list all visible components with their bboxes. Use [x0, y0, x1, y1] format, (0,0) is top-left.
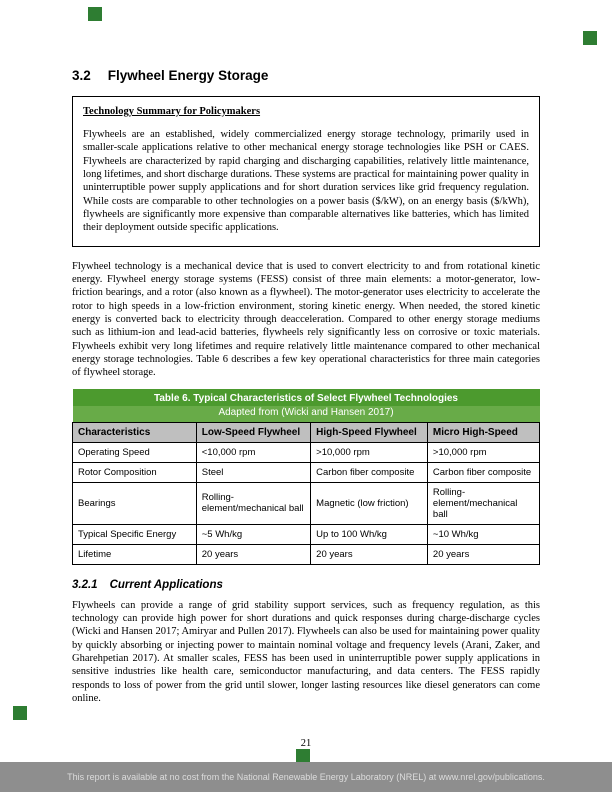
table-title: Table 6. Typical Characteristics of Select Flywheel Technologies [73, 389, 540, 406]
footer-text: This report is available at no cost from the National Renewable Energy Laboratory (NREL) at www.nrel.gov/publications. [67, 772, 545, 782]
table-cell: Up to 100 Wh/kg [311, 524, 428, 544]
table-cell: 20 years [311, 544, 428, 564]
column-header-low-speed: Low-Speed Flywheel [196, 422, 310, 442]
table-cell: Bearings [73, 482, 197, 524]
table-cell: Steel [196, 462, 310, 482]
table-cell: Carbon fiber composite [427, 462, 539, 482]
footer-bar [0, 762, 612, 792]
subsection-number: 3.2.1 [72, 578, 98, 591]
subsection-title: Current Applications [109, 578, 223, 591]
policy-summary-box [72, 96, 540, 247]
subsection-heading [72, 579, 540, 591]
summary-box-title: Technology Summary for Policymakers [83, 106, 261, 117]
table-cell: Rolling-element/mechanical ball [196, 482, 310, 524]
section-heading [72, 68, 540, 83]
applications-paragraph: Flywheels can provide a range of grid stability support services, such as frequency regulation, as this technology can provide high power for short durations and quick responses during charge-discharge cycles (Wicki and Hansen 2017; Amiryar and Pullen 2017). Flywheels can also be used for maintaining power quality by quickly absorbing or injecting power to maintain nominal voltage and frequency levels (Arani, Zaker, and Gharehpetian 2017). At smaller scales, FESS has been used in uninterruptible power supply applications in sensitive industries like health care, semiconductor manufacturing, and data centers. The FESS rapidly responds to loss of power from the grid until slower, longer lasting resources like diesel generators can come online. [72, 599, 540, 704]
flywheel-characteristics-table [72, 389, 540, 565]
column-header-micro-high-speed: Micro High-Speed [427, 422, 539, 442]
table-cell: ~5 Wh/kg [196, 524, 310, 544]
page-number: 21 [300, 738, 312, 749]
page-content [72, 68, 540, 714]
table-cell: 20 years [427, 544, 539, 564]
table-title-row [73, 389, 540, 406]
table-cell: Carbon fiber composite [311, 462, 428, 482]
table-row-lifetime [73, 544, 540, 564]
table-cell: Magnetic (low friction) [311, 482, 428, 524]
table-cell: Operating Speed [73, 442, 197, 462]
table-cell: >10,000 rpm [311, 442, 428, 462]
table-row-rotor-composition [73, 462, 540, 482]
table-row-bearings [73, 482, 540, 524]
table-subtitle: Adapted from (Wicki and Hansen 2017) [73, 406, 540, 423]
table-subtitle-row [73, 406, 540, 423]
section-number: 3.2 [72, 68, 91, 83]
fiducial-marker-top-left [88, 7, 102, 21]
table-cell: Lifetime [73, 544, 197, 564]
table-header-row [73, 422, 540, 442]
table-row-operating-speed [73, 442, 540, 462]
section-title: Flywheel Energy Storage [107, 68, 269, 83]
table-cell: Rolling-element/mechanical ball [427, 482, 539, 524]
fiducial-marker-bottom-center [296, 749, 310, 763]
table-cell: <10,000 rpm [196, 442, 310, 462]
intro-paragraph: Flywheel technology is a mechanical device that is used to convert electricity to and from rotational kinetic energy. Flywheel energy storage systems (FESS) consist of three main elements: a motor-generator, low-friction bearings, and a rotor (also known as a flywheel). The motor-generator uses electricity to accelerate the rotor to high speeds in a low-friction environment, storing kinetic energy. When needed, the stored kinetic energy is converted back to electricity through deacceleration. Compared to other energy storage mediums such as lithium-ion and lead-acid batteries, flywheels rely significantly less on corrosive or toxic materials. Flywheels exhibit very long lifetimes and require relatively little maintenance compared to other mechanical energy storage technologies. Table 6 describes a few key operational characteristics for three main categories of flywheel storage. [72, 260, 540, 379]
table-cell: 20 years [196, 544, 310, 564]
table-cell: Typical Specific Energy [73, 524, 197, 544]
table-row-specific-energy [73, 524, 540, 544]
table-cell: ~10 Wh/kg [427, 524, 539, 544]
fiducial-marker-right [583, 31, 597, 45]
table-cell: Rotor Composition [73, 462, 197, 482]
table-cell: >10,000 rpm [427, 442, 539, 462]
column-header-high-speed: High-Speed Flywheel [311, 422, 428, 442]
column-header-characteristics: Characteristics [73, 422, 197, 442]
fiducial-marker-bottom-left [13, 706, 27, 720]
summary-box-body: Flywheels are an established, widely commercialized energy storage technology, primarily used in smaller-scale applications relative to other mechanical energy storage technologies like PSH or CAES. Flywheels are characterized by rapid charging and discharging capabilities, relatively little maintenance, long lifetimes, and short discharge durations. These systems are practical for maintaining power quality in uninterruptible power supply applications and for short duration services like grid frequency regulation. While costs are comparable to other technologies on a power basis ($/kW), on an energy basis ($/kWh), flywheels are significantly more expensive than comparable alternatives like batteries, which has limited their deployment outside specific applications. [83, 129, 529, 234]
